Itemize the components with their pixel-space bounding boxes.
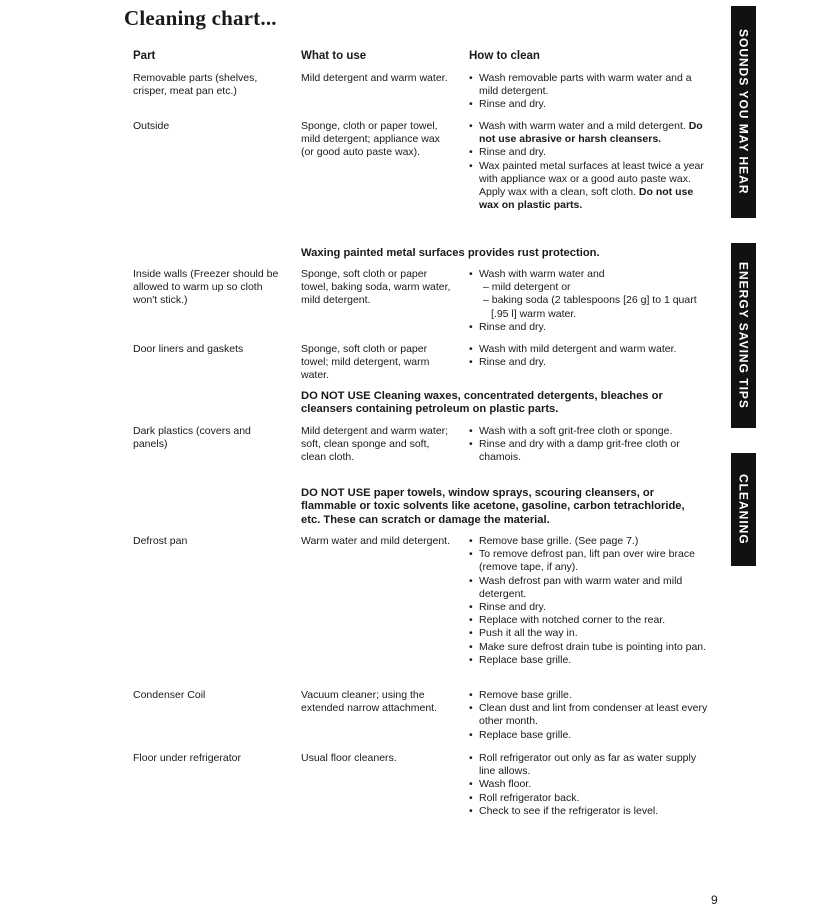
row-what: Vacuum cleaner; using the extended narrow attachment.: [301, 689, 437, 715]
row-steps: [469, 72, 709, 112]
step-item: [469, 729, 709, 742]
row-part: Door liners and gaskets: [133, 343, 244, 355]
step-item: [469, 98, 709, 111]
row-steps: [469, 120, 709, 212]
step-item: [469, 425, 709, 438]
row-steps: [469, 425, 709, 465]
note-plastic-parts: DO NOT USE Cleaning waxes, concentrated detergents, bleaches or cleansers containing petroleum on plastic parts.: [301, 390, 663, 416]
step-text: Rinse and dry.: [479, 601, 546, 614]
row-part: Floor under refrigerator: [133, 752, 241, 764]
step-list: [469, 752, 709, 818]
step-item: [469, 356, 709, 369]
step-text: Roll refrigerator back.: [479, 791, 580, 804]
step-text: Replace with notched corner to the rear.: [479, 614, 666, 627]
page-title: Cleaning chart...: [124, 6, 277, 30]
step-list: [469, 343, 709, 369]
row-part: Condenser Coil: [133, 689, 206, 701]
step-text: Check to see if the refrigerator is level.: [479, 804, 659, 817]
step-text: Wash with warm water and a mild detergent.: [479, 120, 686, 132]
step-text: Rinse and dry with a damp grit-free cloth or chamois.: [479, 438, 680, 464]
step-item: [469, 702, 709, 728]
step-list: [469, 535, 709, 667]
step-text: Rinse and dry.: [479, 146, 546, 159]
step-item: [469, 614, 709, 627]
step-list: [469, 72, 709, 112]
step-text: Remove base grille.: [479, 689, 572, 701]
row-part: Outside: [133, 120, 170, 132]
step-text: Wash with warm water and: [479, 268, 605, 280]
step-text: Wash with a soft grit-free cloth or sponge.: [479, 425, 673, 437]
row-what: Sponge, soft cloth or paper towel, baking soda, warm water, mild detergent.: [301, 268, 451, 307]
row-part: Defrost pan: [133, 535, 188, 547]
row-part: Dark plastics (covers and panels): [133, 425, 251, 451]
step-item: [469, 752, 709, 778]
step-text: Wash defrost pan with warm water and mild detergent.: [479, 574, 683, 600]
step-item: [469, 778, 709, 791]
step-text: Replace base grille.: [479, 653, 572, 666]
step-item: [469, 548, 709, 574]
tab-label: SOUNDS YOU MAY HEAR: [736, 29, 751, 195]
step-item: [469, 268, 709, 321]
step-text: Rinse and dry.: [479, 356, 546, 369]
tab-energy-saving-tips[interactable]: [731, 243, 756, 428]
step-item: [469, 438, 709, 464]
step-item: [469, 575, 709, 601]
step-item: [469, 160, 709, 213]
step-text: Wax painted metal surfaces at least twice a year with appliance wax or a good auto paste wax. Apply wax with a clean, soft cloth.: [479, 159, 704, 199]
tab-cleaning[interactable]: [731, 453, 756, 566]
row-steps: [469, 689, 709, 742]
step-text: Wash floor.: [479, 778, 532, 791]
row-part: Inside walls (Freezer should be allowed to warm up so cloth won't stick.): [133, 268, 279, 307]
step-warning: Do not use wax on plastic parts.: [479, 186, 694, 212]
step-list: [469, 425, 709, 465]
note-rust-protection: Waxing painted metal surfaces provides rust protection.: [301, 247, 600, 259]
note-do-not-use: DO NOT USE paper towels, window sprays, scouring cleansers, or flammable or toxic solvents like acetone, gasoline, carbon tetrachloride, etc. These can scratch or damage the material.: [301, 487, 685, 526]
step-item: [469, 72, 709, 98]
step-list: [469, 689, 709, 742]
step-item: [469, 601, 709, 614]
row-what: Warm water and mild detergent.: [301, 535, 451, 547]
step-text: Rinse and dry.: [479, 320, 546, 333]
row-what: Sponge, soft cloth or paper towel; mild detergent, warm water.: [301, 343, 430, 382]
tab-label: ENERGY SAVING TIPS: [736, 262, 751, 409]
step-text: Make sure defrost drain tube is pointing into pan.: [479, 640, 707, 653]
step-text: Rinse and dry.: [479, 98, 546, 111]
row-steps: [469, 343, 709, 369]
sub-step-list: [479, 281, 709, 321]
sub-step-item: – baking soda (2 tablespoons [26 g] to 1 quart [.95 l] warm water.: [483, 294, 697, 320]
row-part: Removable parts (shelves, crisper, meat pan etc.): [133, 72, 258, 98]
step-text: Replace base grille.: [479, 728, 572, 741]
step-text: Roll refrigerator out only as far as water supply line allows.: [479, 752, 697, 778]
header-part: Part: [133, 50, 156, 62]
step-item: [469, 792, 709, 805]
step-text: Wash with mild detergent and warm water.: [479, 343, 677, 355]
step-item: [469, 321, 709, 334]
tab-label: CLEANING: [736, 474, 751, 545]
row-what: Usual floor cleaners.: [301, 752, 397, 764]
step-text: Remove base grille. (See page 7.): [479, 535, 639, 547]
step-text: Wash removable parts with warm water and a mild detergent.: [479, 72, 692, 98]
step-text: Clean dust and lint from condenser at least every other month.: [479, 702, 708, 728]
step-item: [469, 627, 709, 640]
header-what-to-use: What to use: [301, 50, 367, 62]
row-steps: [469, 268, 709, 334]
step-list: [469, 120, 709, 212]
step-item: [469, 641, 709, 654]
step-list: [469, 268, 709, 334]
step-text: Push it all the way in.: [479, 627, 578, 640]
tab-sounds-you-may-hear[interactable]: [731, 6, 756, 218]
step-item: [469, 689, 709, 702]
step-item: [469, 805, 709, 818]
step-warning: Do not use abrasive or harsh cleansers.: [479, 120, 703, 146]
step-item: [469, 120, 709, 146]
row-what: Mild detergent and warm water.: [301, 72, 448, 84]
sub-step-item: – mild detergent or: [483, 281, 571, 294]
row-what: Sponge, cloth or paper towel, mild detergent; appliance wax (or good auto paste wax).: [301, 120, 440, 159]
header-how-to-clean: How to clean: [469, 50, 540, 62]
row-steps: [469, 535, 709, 667]
page-number: 9: [711, 893, 718, 907]
step-item: [469, 343, 709, 356]
step-item: [469, 654, 709, 667]
step-item: [469, 535, 709, 548]
step-item: [469, 146, 709, 159]
row-what: Mild detergent and warm water; soft, clean sponge and soft, clean cloth.: [301, 425, 449, 464]
step-text: To remove defrost pan, lift pan over wire brace (remove tape, if any).: [479, 548, 695, 574]
row-steps: [469, 752, 709, 818]
